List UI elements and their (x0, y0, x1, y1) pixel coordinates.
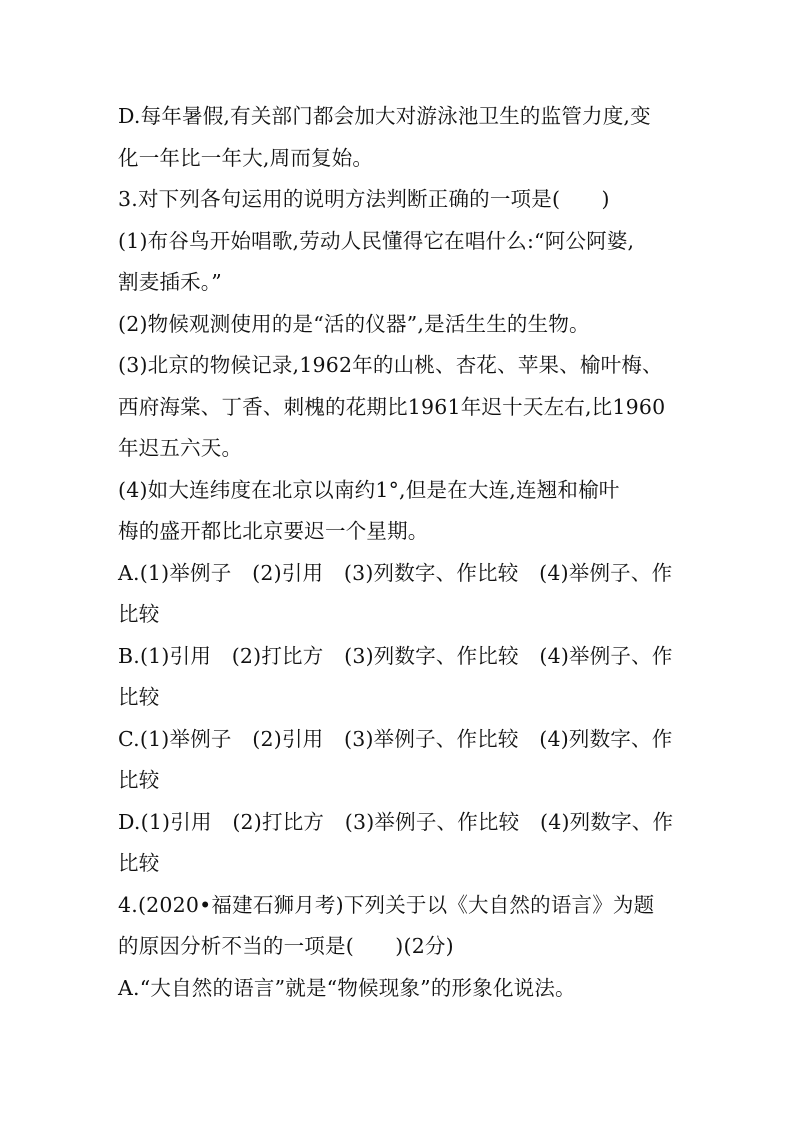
choice-d-line-1: D.(1)引用 (2)打比方 (3)举例子、作比较 (4)列数字、作 (118, 809, 674, 834)
choice-b-line-1: B.(1)引用 (2)打比方 (3)列数字、作比较 (4)举例子、作 (118, 643, 673, 668)
choice-a-line-1: A.(1)举例子 (2)引用 (3)列数字、作比较 (4)举例子、作 (118, 560, 673, 585)
sentence-3-line-3: 年迟五六天。 (118, 436, 243, 460)
choice-a-line-2: 比较 (118, 602, 160, 626)
sentence-1-line-2: 割麦插禾。” (118, 270, 222, 294)
question-4-stem-line-2: 的原因分析不当的一项是( )(2分) (118, 934, 454, 958)
sentence-1-line-1: (1)布谷鸟开始唱歌,劳动人民懂得它在唱什么:“阿公阿婆, (118, 228, 635, 253)
sentence-2: (2)物候观测使用的是“活的仪器”,是活生生的生物。 (118, 311, 590, 336)
option-d-line-2: 化一年比一年大,周而复始。 (118, 145, 374, 170)
document-body (118, 96, 684, 1009)
option-d-line-1: D.每年暑假,有关部门都会加大对游泳池卫生的监管力度,变 (118, 104, 651, 128)
question-3-stem: 3.对下列各句运用的说明方法判断正确的一项是( ) (118, 187, 610, 211)
sentence-4-line-2: 梅的盛开都比北京要迟一个星期。 (118, 519, 429, 543)
sentence-3-line-2: 西府海棠、丁香、刺槐的花期比1961年迟十天左右,比1960 (118, 394, 666, 419)
sentence-3-line-1: (3)北京的物候记录,1962年的山桃、杏花、苹果、榆叶梅、 (118, 353, 663, 377)
choice-b-line-2: 比较 (118, 685, 160, 709)
choice-d-line-2: 比较 (118, 851, 160, 875)
choice-c-line-2: 比较 (118, 768, 160, 792)
question-4-option-a: A.“大自然的语言”就是“物候现象”的形象化说法。 (118, 975, 576, 1000)
question-4-stem-line-1: 4.(2020•福建石狮月考)下列关于以《大自然的语言》为题 (118, 892, 655, 917)
choice-c-line-1: C.(1)举例子 (2)引用 (3)举例子、作比较 (4)列数字、作 (118, 726, 673, 751)
sentence-4-line-1: (4)如大连纬度在北京以南约1°,但是在大连,连翘和榆叶 (118, 477, 620, 502)
